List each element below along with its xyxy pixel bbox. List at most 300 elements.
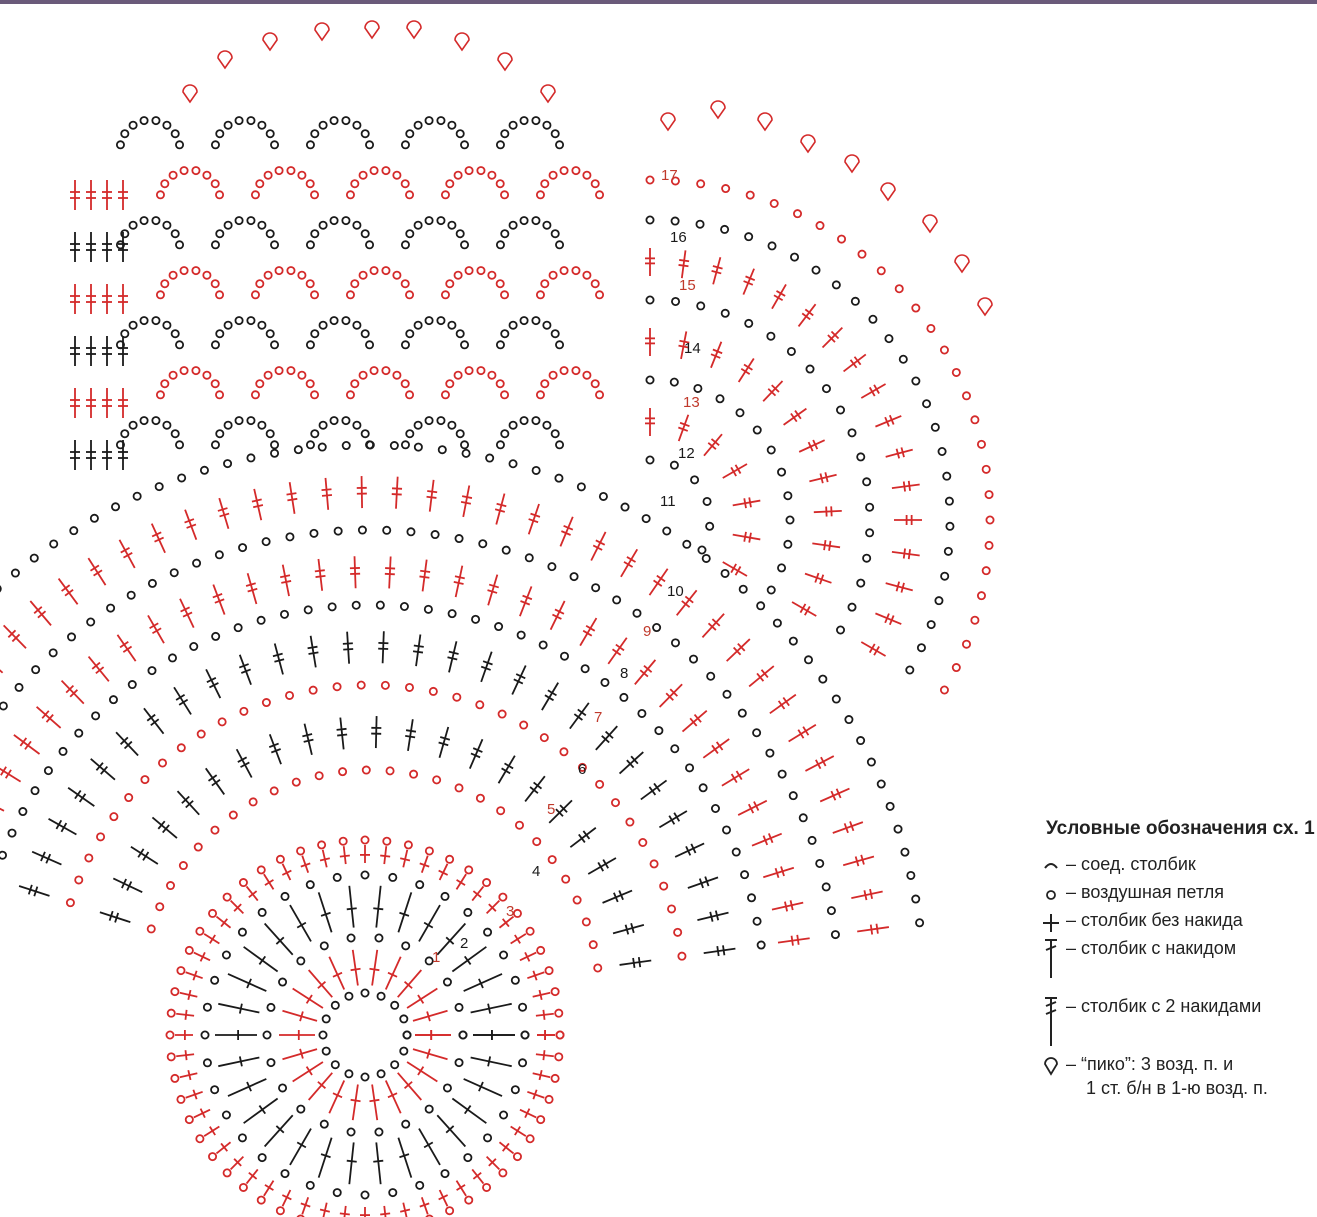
- chain-stitch: [159, 759, 166, 766]
- stitch: [471, 1056, 512, 1066]
- chain-stitch: [985, 542, 992, 549]
- row-number: 8: [620, 665, 629, 682]
- stitch: [398, 892, 411, 932]
- stitch: [470, 739, 483, 768]
- stitch: [683, 711, 707, 732]
- stitch: [218, 498, 229, 529]
- chain-stitch: [477, 167, 484, 174]
- stitch: [472, 1169, 483, 1183]
- chain-stitch: [549, 856, 556, 863]
- legend-item-picot: [1040, 1052, 1317, 1078]
- chain-stitch: [537, 1116, 544, 1123]
- chain-stitch: [180, 862, 187, 869]
- chain-stitch: [497, 807, 504, 814]
- chain-stitch: [67, 899, 74, 906]
- chain-stitch: [361, 1191, 368, 1198]
- stitch: [678, 415, 689, 441]
- chain-stitch: [455, 535, 462, 542]
- chain-stitch: [556, 441, 563, 448]
- chain-stitch: [230, 811, 237, 818]
- stitch: [457, 1181, 467, 1196]
- stitch: [635, 660, 656, 685]
- chain-stitch: [753, 918, 760, 925]
- chain-stitch: [768, 586, 775, 593]
- chain-stitch: [788, 348, 795, 355]
- stitch: [340, 1206, 350, 1217]
- chain-stitch: [235, 417, 242, 424]
- stitch: [499, 756, 515, 784]
- chain-stitch: [149, 580, 156, 587]
- stitch: [282, 1011, 317, 1021]
- stitch: [152, 817, 177, 838]
- row-number: 15: [679, 277, 696, 294]
- stitch: [454, 566, 465, 597]
- chain-stitch: [311, 130, 318, 137]
- edge-stitch-group: [70, 284, 128, 314]
- chain-stitch: [400, 1047, 407, 1054]
- stitch: [542, 683, 558, 711]
- chain-stitch: [501, 330, 508, 337]
- chain-stitch: [361, 989, 368, 996]
- chain-stitch: [537, 947, 544, 954]
- chain-stitch: [703, 498, 710, 505]
- chain-stitch: [639, 839, 646, 846]
- chain-stitch: [672, 298, 679, 305]
- chain-stitch: [216, 430, 223, 437]
- chain-stitch: [307, 341, 314, 348]
- chain-stitch: [978, 441, 985, 448]
- chain-stitch: [706, 523, 713, 530]
- picot: [455, 33, 469, 50]
- chain-stitch: [484, 1134, 491, 1141]
- chain-stitch: [721, 226, 728, 233]
- chain-stitch: [320, 222, 327, 229]
- chain-stitch: [393, 372, 400, 379]
- chain-stitch: [216, 191, 223, 198]
- chain-stitch: [295, 446, 302, 453]
- stitch: [392, 477, 402, 509]
- chain-stitch: [121, 430, 128, 437]
- chain-stitch: [448, 122, 455, 129]
- chain-stitch: [382, 367, 389, 374]
- chain-stitch: [516, 822, 523, 829]
- picot: [183, 85, 197, 102]
- chain-stitch: [402, 241, 409, 248]
- chain-stitch: [75, 730, 82, 737]
- chain-stitch: [267, 230, 274, 237]
- stitch: [857, 924, 889, 935]
- chain-stitch: [923, 400, 930, 407]
- legend-item-text: – соед. столбик: [1066, 854, 1196, 874]
- chain-stitch: [403, 1031, 410, 1038]
- stitch: [131, 847, 158, 864]
- chain-stitch: [353, 222, 360, 229]
- chain-stitch: [537, 291, 544, 298]
- stitch: [533, 1070, 551, 1080]
- chain-stitch: [548, 563, 555, 570]
- chain-stitch: [837, 406, 844, 413]
- chain-stitch: [537, 391, 544, 398]
- chain-stitch: [916, 919, 923, 926]
- chain-stitch: [582, 665, 589, 672]
- picot: [923, 215, 937, 232]
- chain-stitch: [402, 141, 409, 148]
- stitch: [738, 801, 767, 815]
- picot-row: [183, 21, 555, 102]
- chain-stitch: [663, 527, 670, 534]
- picot-row: [661, 101, 992, 315]
- stitch: [0, 651, 3, 672]
- chain-stitch: [462, 450, 469, 457]
- chain-stitch: [812, 267, 819, 274]
- stitch: [290, 905, 311, 941]
- stitch: [712, 257, 723, 284]
- stitch: [405, 719, 416, 751]
- chain-stitch: [140, 317, 147, 324]
- chain-stitch: [70, 527, 77, 534]
- chain-stitch: [319, 1031, 326, 1038]
- chain-stitch: [8, 829, 15, 836]
- chain-stitch: [541, 734, 548, 741]
- chain-stitch: [552, 1075, 559, 1082]
- chain-stitch: [907, 872, 914, 879]
- chain-stitch: [186, 1116, 193, 1123]
- chain-stitch: [953, 369, 960, 376]
- chain-stitch: [307, 241, 314, 248]
- chain-stitch: [203, 172, 210, 179]
- chain-stitch: [204, 1004, 211, 1011]
- chain-stitch: [351, 280, 358, 287]
- stitch: [148, 615, 164, 643]
- stitch: [723, 562, 747, 576]
- stitch: [805, 573, 831, 584]
- chain-stitch: [499, 1169, 506, 1176]
- chain-stitch: [148, 925, 155, 932]
- stitch: [645, 408, 655, 436]
- chain-stitch: [790, 638, 797, 645]
- chain-stitch: [465, 866, 472, 873]
- chain-stitch: [613, 596, 620, 603]
- chain-stitch: [247, 417, 254, 424]
- stitch: [799, 304, 816, 326]
- stitch: [620, 752, 644, 774]
- chain-stitch: [307, 441, 314, 448]
- stitch: [340, 846, 350, 864]
- stitch: [244, 1098, 278, 1123]
- stitch: [603, 891, 633, 903]
- stitch: [843, 855, 874, 866]
- chain-stitch: [900, 356, 907, 363]
- chain-stitch: [643, 515, 650, 522]
- chain-stitch: [722, 185, 729, 192]
- edge-stitch-group: [70, 180, 128, 210]
- chain-stitch: [550, 272, 557, 279]
- stitch: [763, 381, 782, 401]
- chain-stitch: [520, 217, 527, 224]
- chain-stitch: [845, 716, 852, 723]
- scallop-row: [157, 267, 603, 298]
- picot: [541, 85, 555, 102]
- picot: [801, 135, 815, 152]
- chain-stitch: [216, 391, 223, 398]
- chain-stitch: [497, 141, 504, 148]
- chain-stitch: [130, 322, 137, 329]
- stitch: [784, 409, 807, 425]
- stitch: [537, 1030, 555, 1040]
- chain-stitch: [167, 882, 174, 889]
- chain-stitch: [501, 130, 508, 137]
- chain-stitch: [377, 602, 384, 609]
- chain-stitch: [382, 267, 389, 274]
- stitch: [511, 934, 526, 944]
- stitch: [645, 248, 655, 276]
- stitch: [419, 905, 440, 941]
- chain-stitch: [209, 910, 216, 917]
- scallop-row: [157, 367, 603, 398]
- stitch: [570, 703, 589, 729]
- chain-stitch: [499, 710, 506, 717]
- chain-stitch: [537, 191, 544, 198]
- chain-stitch: [509, 460, 516, 467]
- stitch: [206, 669, 220, 698]
- chain-stitch: [461, 341, 468, 348]
- stitch: [722, 769, 749, 786]
- stitch: [415, 1030, 451, 1040]
- chain-stitch: [736, 409, 743, 416]
- stitch: [613, 923, 644, 934]
- chain-stitch: [415, 122, 422, 129]
- stitch: [68, 788, 94, 806]
- chain-stitch: [415, 222, 422, 229]
- stitch: [218, 1056, 259, 1066]
- chain-stitch: [362, 230, 369, 237]
- chain-stitch: [501, 291, 508, 298]
- chain-stitch: [297, 957, 304, 964]
- chain-stitch: [477, 795, 484, 802]
- chain-stitch: [758, 941, 765, 948]
- picot: [365, 21, 379, 38]
- chain-stitch: [370, 267, 377, 274]
- chain-stitch: [455, 172, 462, 179]
- chain-stitch: [351, 380, 358, 387]
- chain-stitch: [497, 241, 504, 248]
- chain-stitch: [941, 686, 948, 693]
- chain-stitch: [172, 430, 179, 437]
- chain-stitch: [838, 235, 845, 242]
- chain-stitch: [180, 267, 187, 274]
- stitch: [525, 776, 545, 801]
- chain-stitch: [311, 430, 318, 437]
- stitch: [337, 718, 348, 750]
- chain-stitch: [784, 541, 791, 548]
- chain-stitch: [256, 180, 263, 187]
- chain-stitch: [353, 602, 360, 609]
- chain-stitch: [180, 167, 187, 174]
- chain-stitch: [406, 684, 413, 691]
- chain-stitch: [180, 367, 187, 374]
- chain-stitch: [520, 117, 527, 124]
- chain-stitch: [444, 1084, 451, 1091]
- chain-stitch: [540, 641, 547, 648]
- chain-stitch: [225, 122, 232, 129]
- stitch: [703, 739, 729, 758]
- stitch: [282, 864, 291, 880]
- chain-stitch: [945, 548, 952, 555]
- chain-stitch: [448, 322, 455, 329]
- row-number: 10: [667, 583, 684, 600]
- chain-stitch: [457, 330, 464, 337]
- stitch: [252, 489, 263, 520]
- stitch: [279, 1030, 315, 1040]
- chain-stitch: [786, 516, 793, 523]
- stitch: [439, 864, 448, 880]
- chain-stitch: [697, 302, 704, 309]
- chain-stitch: [91, 515, 98, 522]
- chain-stitch: [59, 748, 66, 755]
- chain-stitch: [216, 230, 223, 237]
- stitch: [560, 517, 572, 547]
- chain-stitch: [361, 1073, 368, 1080]
- chain-stitch: [342, 117, 349, 124]
- stitch: [301, 1197, 310, 1214]
- chain-stitch: [271, 241, 278, 248]
- picot: [711, 101, 725, 118]
- chain-stitch: [426, 1105, 433, 1112]
- chain-stitch: [163, 322, 170, 329]
- chain-stitch: [252, 191, 259, 198]
- chain-stitch: [753, 729, 760, 736]
- chain-stitch: [307, 280, 314, 287]
- chain-stitch: [201, 467, 208, 474]
- stitch: [763, 866, 794, 877]
- chain-stitch: [488, 372, 495, 379]
- chain-stitch: [320, 422, 327, 429]
- chain-stitch: [461, 141, 468, 148]
- chain-stitch: [310, 687, 317, 694]
- chain-stitch: [415, 444, 422, 451]
- chain-stitch: [110, 696, 117, 703]
- chain-stitch: [0, 702, 7, 709]
- legend-item-text: – столбик с 2 накидами: [1066, 996, 1262, 1016]
- chain-stitch: [612, 799, 619, 806]
- chain-stitch: [477, 367, 484, 374]
- chain-stitch: [377, 993, 384, 1000]
- chain-stitch: [267, 1059, 274, 1066]
- chain-stitch: [497, 180, 504, 187]
- chain-stitch: [170, 172, 177, 179]
- chain-stitch: [32, 666, 39, 673]
- picot: [315, 23, 329, 40]
- chain-stitch: [362, 430, 369, 437]
- chain-stitch: [225, 222, 232, 229]
- stitch: [512, 665, 526, 694]
- stitch: [398, 1073, 422, 1100]
- chain-stitch: [794, 210, 801, 217]
- chain-stitch: [172, 330, 179, 337]
- chain-stitch: [402, 341, 409, 348]
- stitch: [448, 641, 459, 672]
- chain-stitch: [287, 367, 294, 374]
- chain-stitch: [596, 291, 603, 298]
- chain-stitch: [455, 784, 462, 791]
- chain-stitch: [163, 222, 170, 229]
- chain-stitch: [543, 422, 550, 429]
- chain-stitch: [320, 322, 327, 329]
- chain-stitch: [415, 422, 422, 429]
- chain-stitch: [533, 838, 540, 845]
- chain-stitch: [406, 291, 413, 298]
- edge-stitch-group: [70, 232, 128, 262]
- chain-stitch: [455, 372, 462, 379]
- chain-stitch: [275, 167, 282, 174]
- stitch: [620, 957, 652, 968]
- chain-stitch: [271, 341, 278, 348]
- chain-stitch: [389, 1189, 396, 1196]
- chain-stitch: [318, 841, 325, 848]
- chain-stitch: [195, 843, 202, 850]
- stitch: [407, 989, 437, 1008]
- chain-stitch: [311, 191, 318, 198]
- chain-stitch: [168, 1010, 175, 1017]
- chain-stitch: [442, 191, 449, 198]
- stitch: [727, 639, 750, 661]
- stitch: [89, 657, 109, 682]
- chain-stitch: [320, 122, 327, 129]
- chain-stitch: [332, 1061, 339, 1068]
- chain-stitch: [405, 841, 412, 848]
- chain-stitch: [560, 267, 567, 274]
- stitch: [237, 749, 252, 777]
- chain-stitch: [176, 441, 183, 448]
- stitch: [319, 892, 332, 932]
- chain-stitch: [572, 167, 579, 174]
- chain-stitch: [281, 893, 288, 900]
- chain-stitch: [416, 881, 423, 888]
- scallop-row: [117, 417, 563, 448]
- stitch: [702, 614, 724, 638]
- chain-stitch: [281, 611, 288, 618]
- chain-stitch: [362, 130, 369, 137]
- chain-stitch: [583, 172, 590, 179]
- stitch: [473, 1030, 515, 1040]
- stitch: [273, 644, 284, 675]
- stitch: [91, 759, 115, 780]
- chain-stitch: [453, 694, 460, 701]
- chain-stitch: [514, 910, 521, 917]
- stitch: [282, 1049, 317, 1059]
- chain-stitch: [465, 367, 472, 374]
- row-number: 1: [432, 949, 441, 966]
- chain-stitch: [275, 267, 282, 274]
- chain-stitch: [446, 180, 453, 187]
- chain-stitch: [832, 931, 839, 938]
- stitch: [529, 504, 540, 534]
- chain-stitch: [983, 567, 990, 574]
- chain-stitch: [646, 376, 653, 383]
- chain-stitch: [671, 379, 678, 386]
- chain-stitch: [258, 1197, 265, 1204]
- chain-stitch: [406, 230, 413, 237]
- chain-stitch: [168, 1053, 175, 1060]
- stitch: [180, 1070, 198, 1080]
- chain-stitch: [107, 604, 114, 611]
- chain-stitch: [406, 430, 413, 437]
- chain-stitch: [514, 1153, 521, 1160]
- chain-stitch: [691, 476, 698, 483]
- stitch: [495, 494, 506, 525]
- chain-stitch: [347, 391, 354, 398]
- chain-stitch: [192, 367, 199, 374]
